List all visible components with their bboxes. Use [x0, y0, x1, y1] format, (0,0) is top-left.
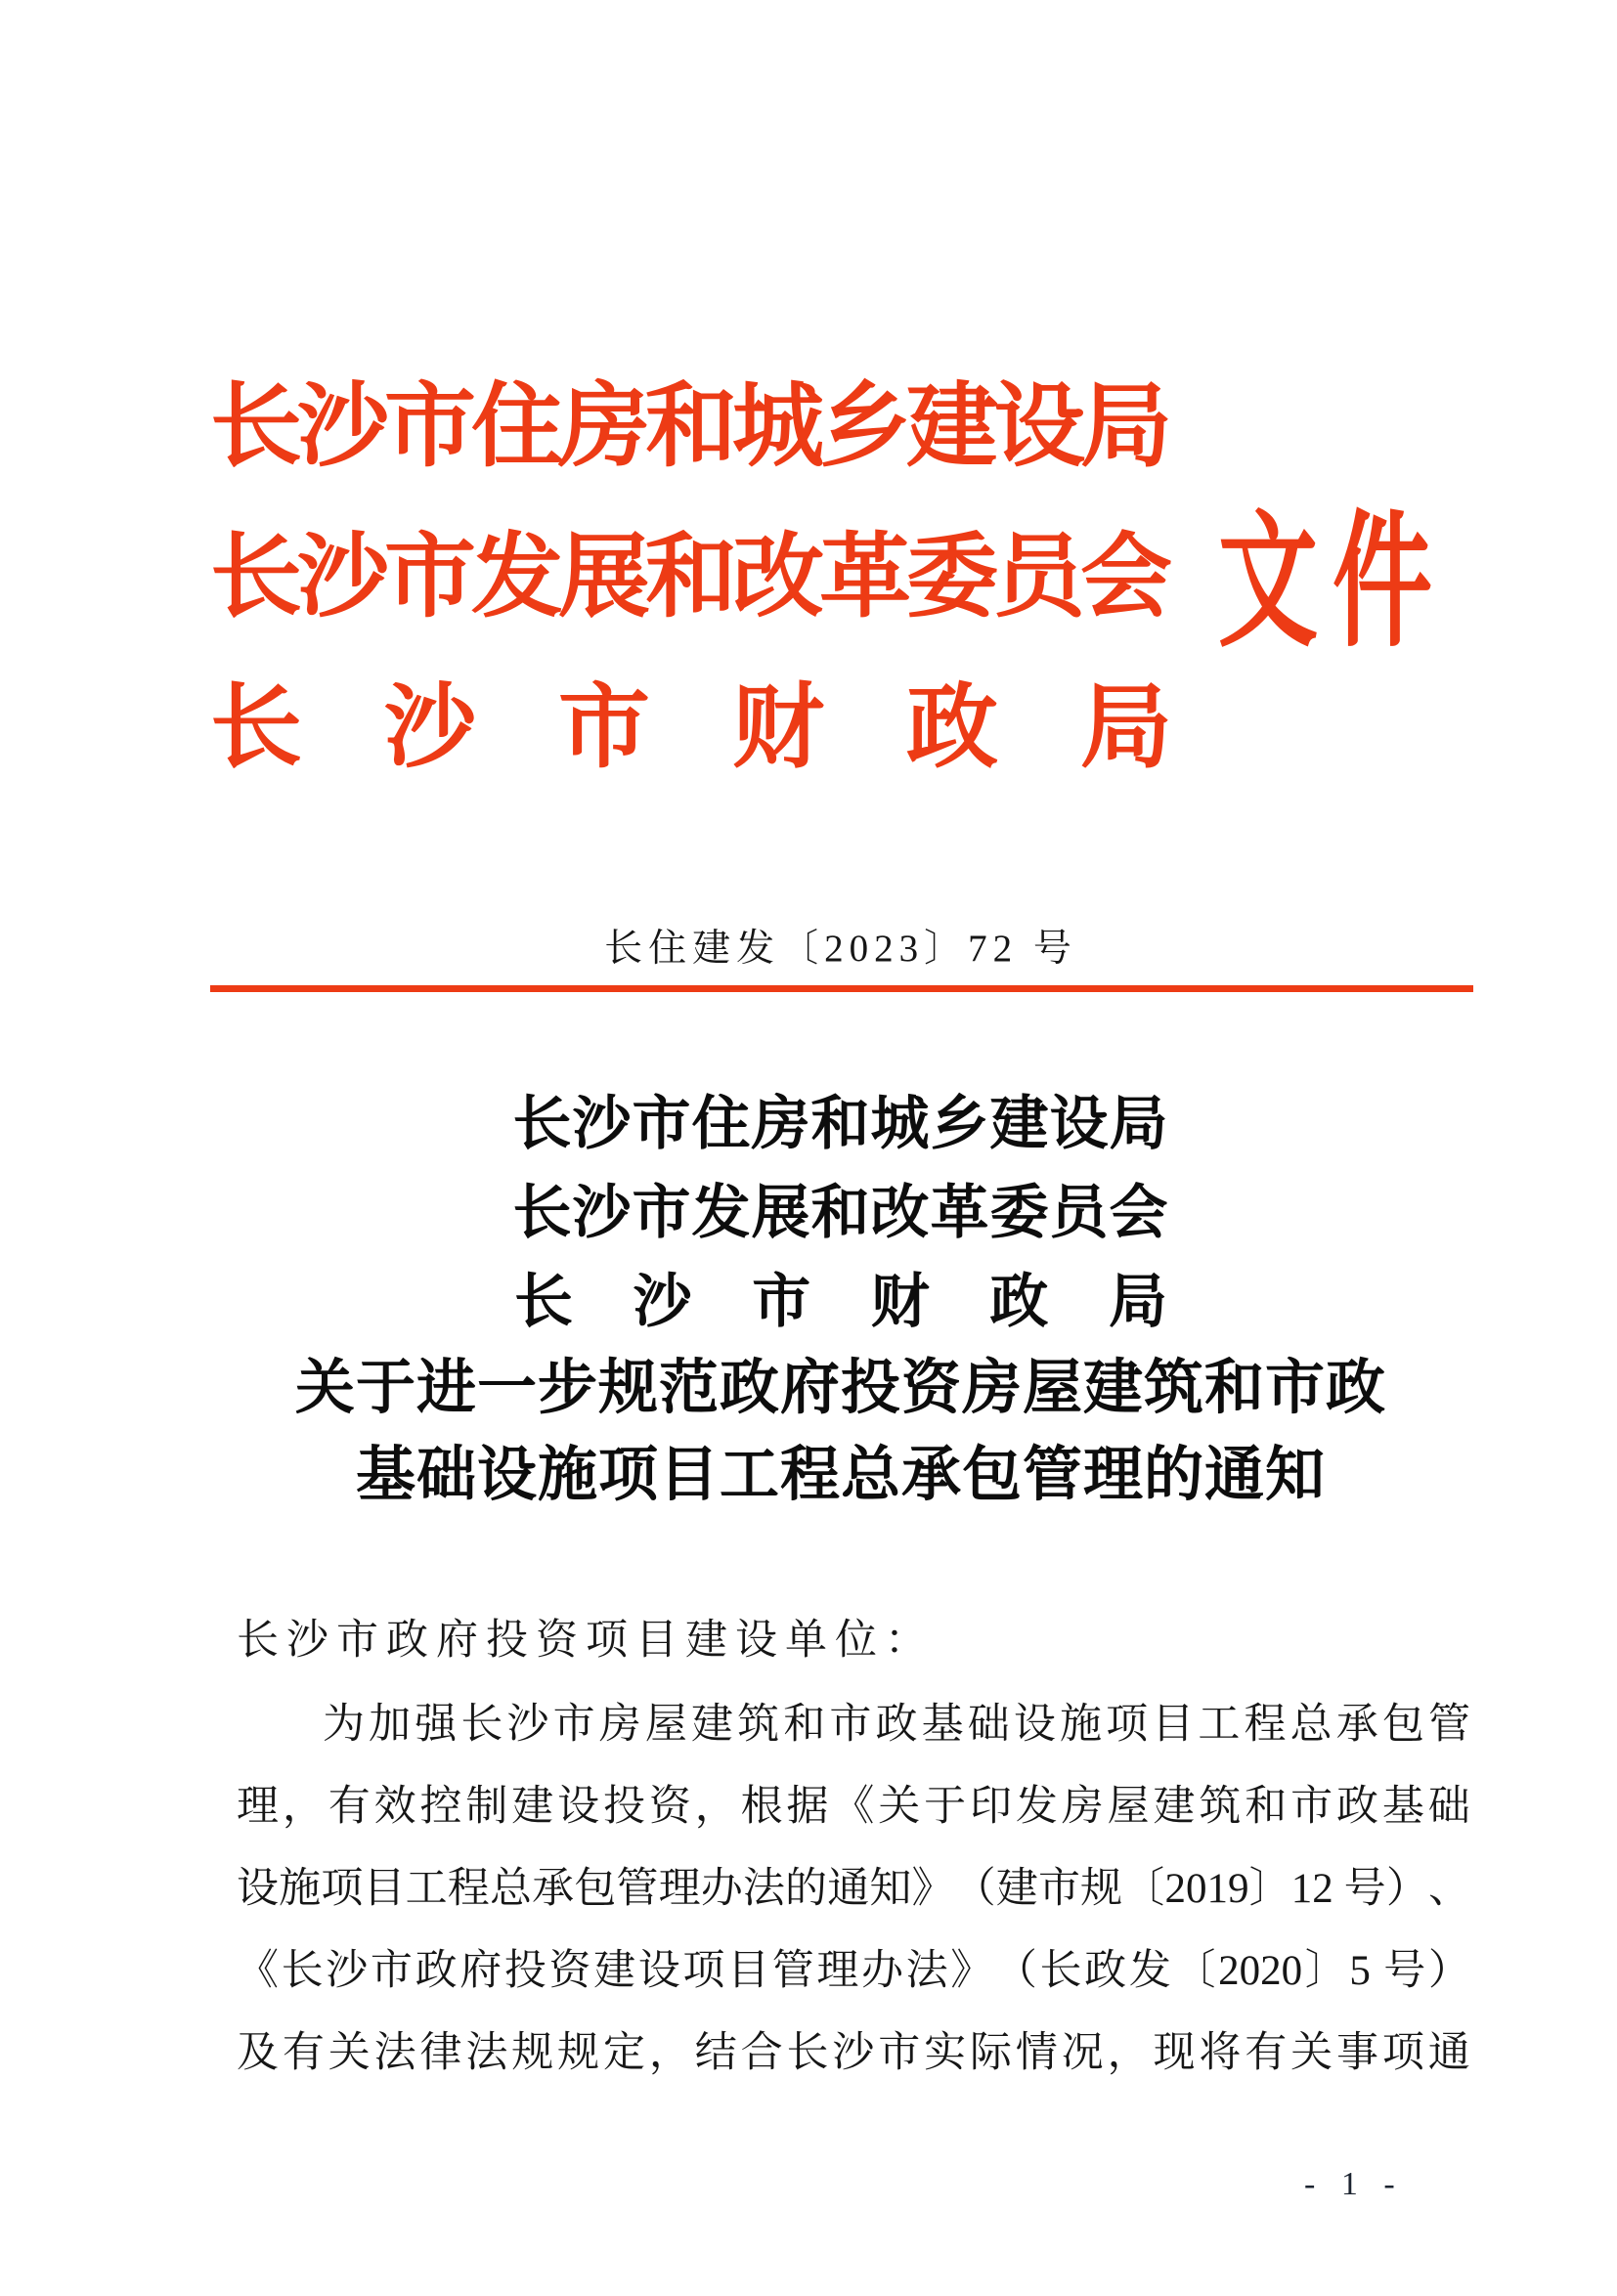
body-line-5: 及 有 关 法 律 法 规 规 定 ， 结 合 长 沙 市 实 际 情 况 ， 现 将 有 关 事 项 通: [237, 2030, 1470, 2076]
title-agency-2: 长沙市发展和改革委员会: [512, 1181, 1169, 1245]
title-agency-1: 长沙市住房和城乡建设局: [512, 1092, 1169, 1156]
letterhead-doc-mark: 文件: [1218, 502, 1447, 665]
title-agency-3: [210, 1270, 1471, 1334]
doc-number: 长住建发〔2023〕72 号: [604, 928, 1077, 970]
title-subject-1: 关于进一步规范政府投资房屋建筑和市政: [294, 1356, 1386, 1421]
body-line-3: 设 施 项 目 工 程 总 承 包 管 理 办 法 的 通 知 》 （ 建 市 规 〔 2019 〕 12 号 ） 、: [237, 1866, 1470, 1912]
body-salutation: 长沙市政府投资项目建设单位：: [237, 1618, 935, 1664]
page-number: - 1 -: [1304, 2166, 1404, 2202]
red-rule-divider: [210, 985, 1473, 992]
title-agency-3-text: 长 沙 市 财 政 局: [514, 1270, 1167, 1334]
body-line-4: 《 长 沙 市 政 府 投 资 建 设 项 目 管 理 办 法 》 （ 长 政 发 〔 2020 〕 5 号 ）: [237, 1948, 1470, 1994]
letterhead-agency-1: 长沙市住房和城乡建设局: [210, 376, 1168, 478]
letterhead-agency-2: 长沙市发展和改革委员会: [210, 527, 1168, 628]
letterhead-agency-3: 长 沙 市 财 政 局: [210, 677, 1172, 779]
title-subject-2: 基础设施项目工程总承包管理的通知: [355, 1443, 1326, 1508]
body-line-2: 理 ， 有 效 控 制 建 设 投 资 ， 根 据 《 关 于 印 发 房 屋 建 筑 和 市 政 基 础: [237, 1784, 1470, 1830]
body-line-1: 为 加 强 长 沙 市 房 屋 建 筑 和 市 政 基 础 设 施 项 目 工 程 总 承 包 管: [323, 1702, 1470, 1748]
